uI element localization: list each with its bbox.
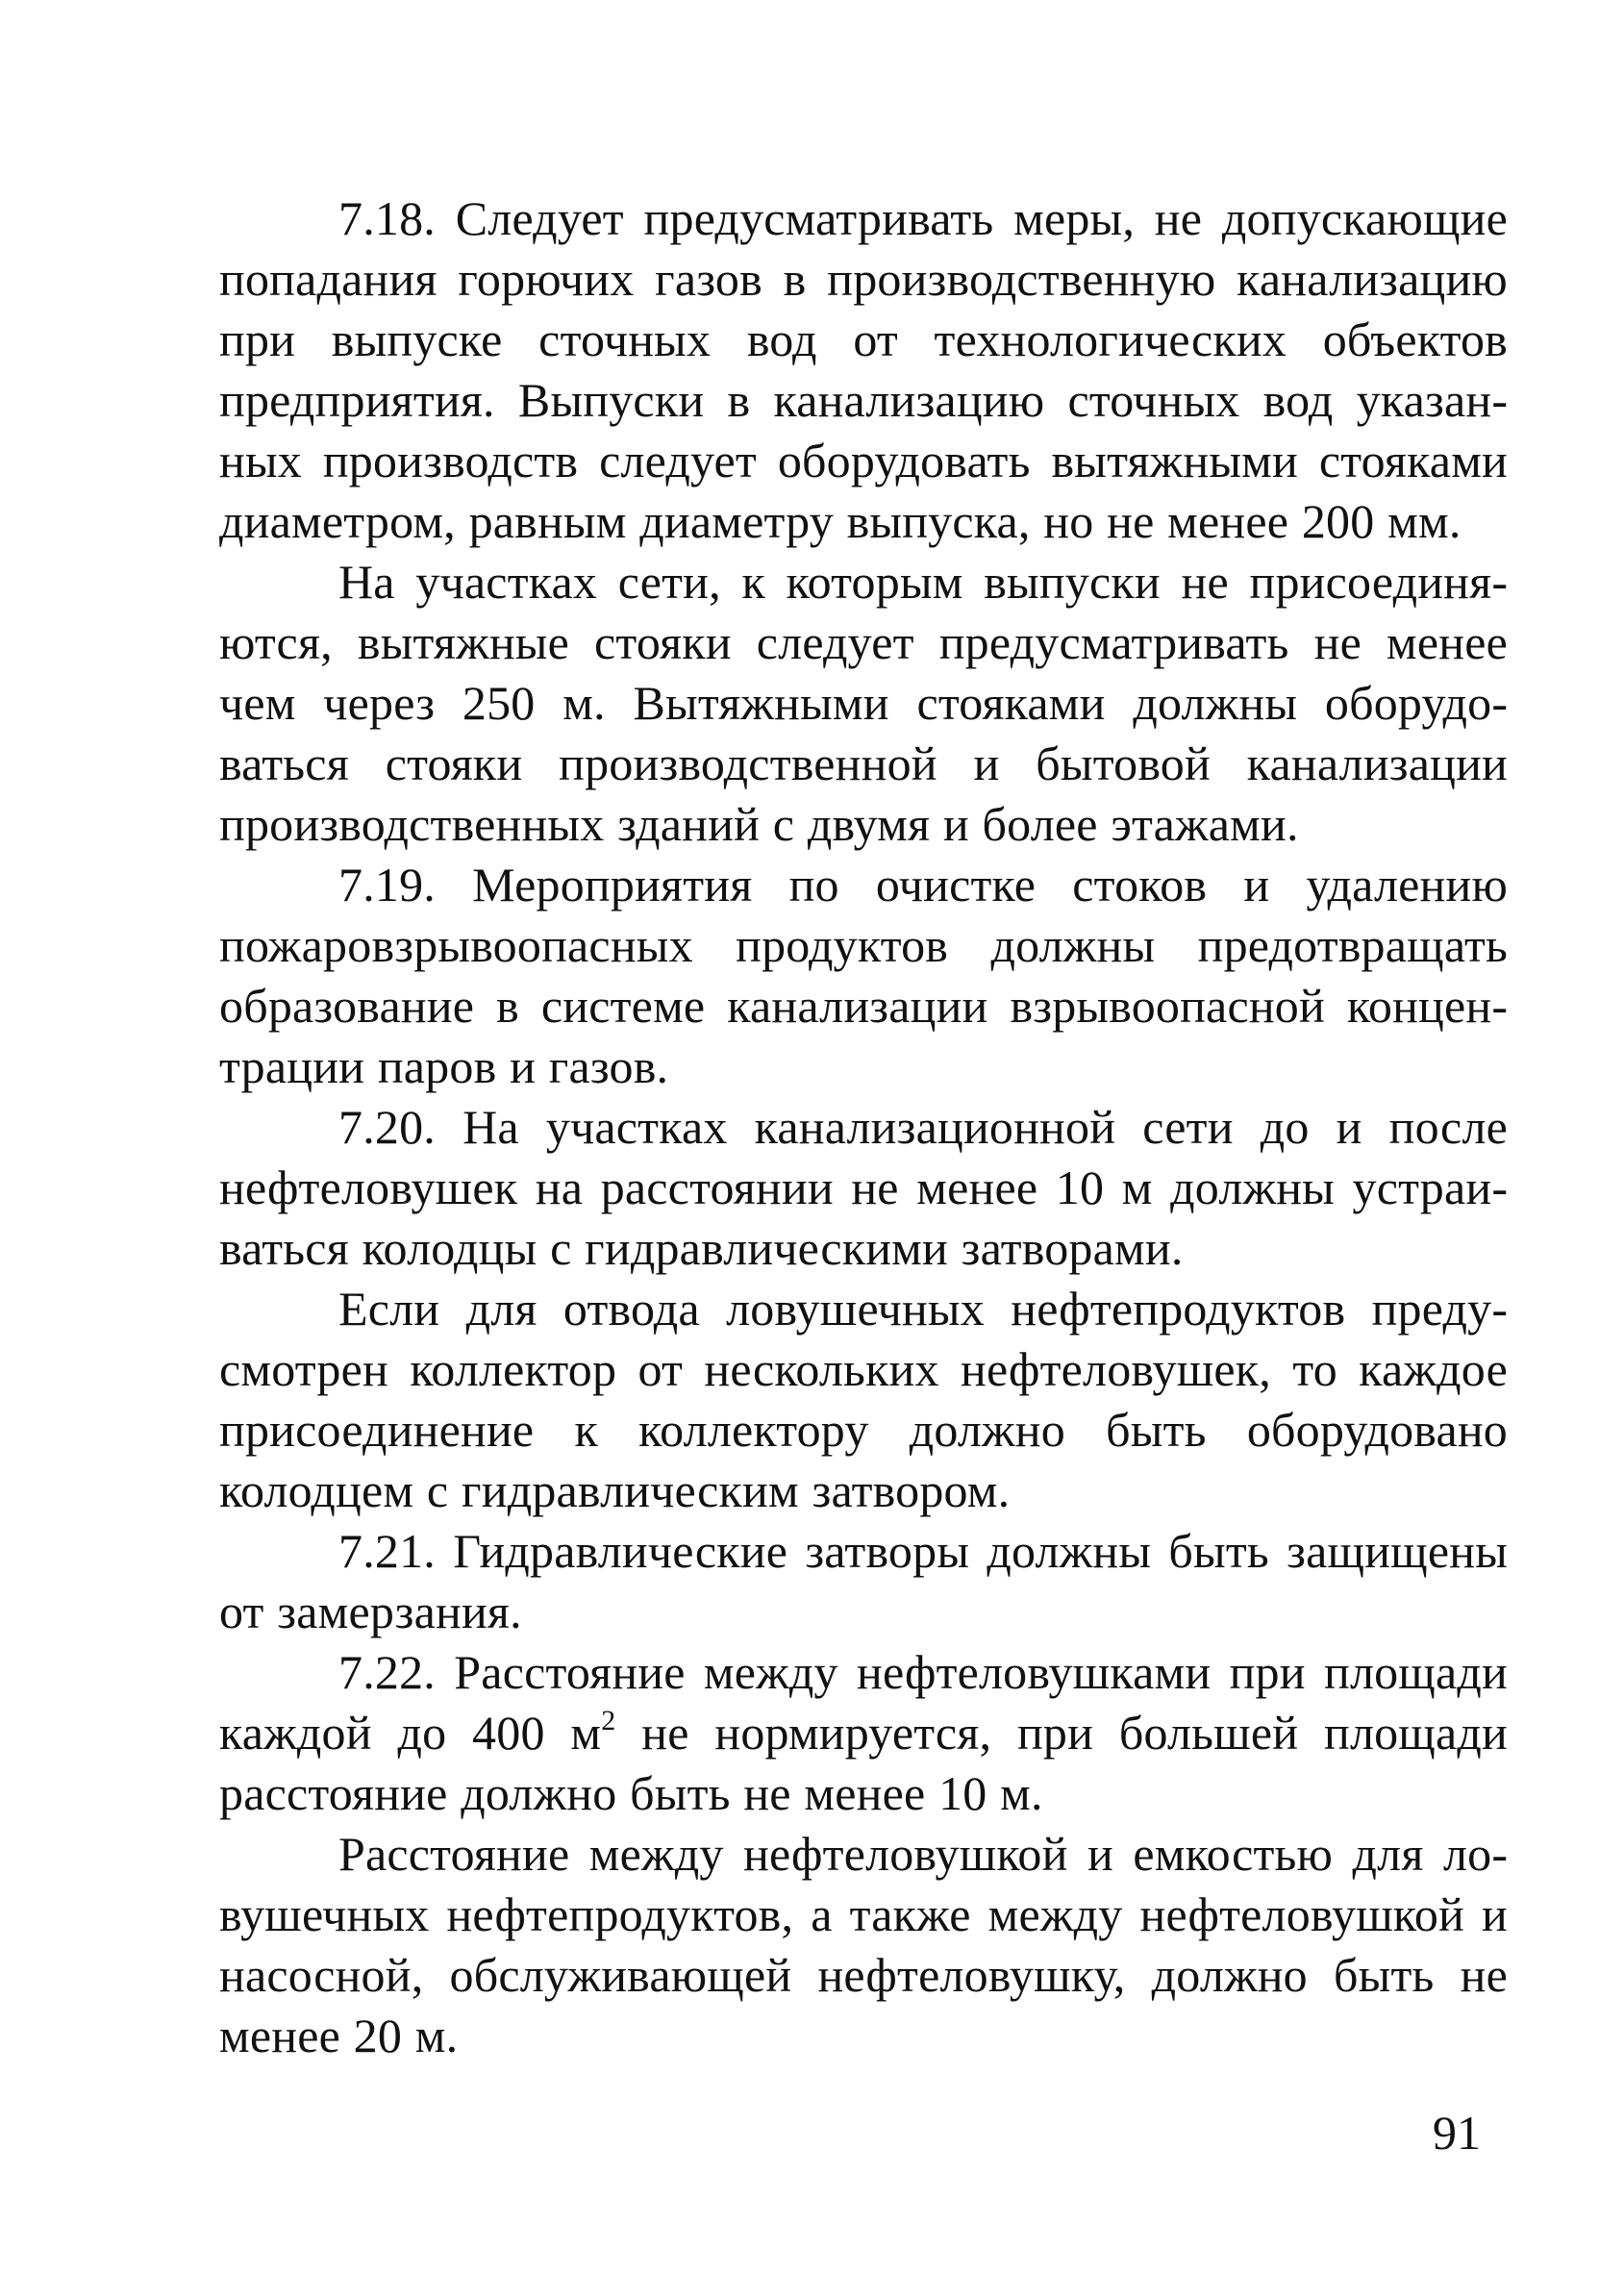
superscript-2: 2 [601,1705,616,1736]
paragraph-7-18-continued: На участках сети, к которым выпуски не присоединяются, вытяжные стояки следует предусматривать не менее чем через 250 м. Вытяжными стояками должны оборудоваться стояки производственной и бытовой канализации производственных зданий с двумя и более этажами. [219,555,1508,851]
paragraph-7-22-continued: Расстояние между нефтеловушкой и емкостью для ловушечных нефтепродуктов, а также между нефтеловушкой и насосной, обслуживающей нефтеловушку, должно быть не менее 20 м. [219,1827,1508,2062]
paragraph-7-20: 7.20. На участках канализационной сети до и после нефтеловушек на расстоянии не менее 10 м должны устраиваться колодцы с гидравлическими затворами. [219,1100,1508,1275]
body-text [219,188,1508,2066]
paragraph-7-22-before: 7.22. Расстояние между нефтеловушками при площади каждой до 400 м [219,1645,1508,1760]
paragraph-7-18: 7.18. Следует предусматривать меры, не допускающие попадания горючих газов в производственную канализацию при выпуске сточных вод от технологических объектов предприятия. Выпуски в канализацию сточных вод указанных производств следует оборудовать вытяжными стояками диаметром, равным диаметру выпуска, но не менее 200 мм. [219,191,1508,548]
page-number: 91 [1433,2106,1481,2160]
paragraph-7-21: 7.21. Гидравлические затворы должны быть защищены от замерзания. [219,1524,1508,1638]
paragraph-7-19: 7.19. Мероприятия по очистке стоков и удалению пожаровзрывоопасных продуктов должны предотвращать образование в системе канализации взрывоопасной концентрации паров и газов. [219,858,1508,1093]
paragraph-7-22-after: не нормируется, при большей площади расстояние должно быть не менее 10 м. [219,1706,1508,1820]
paragraph-7-22 [219,1642,1508,1824]
paragraph-7-20-continued: Если для отвода ловушечных нефтепродуктов предусмотрен коллектор от нескольких нефтеловушек, то каждое присоединение к коллектору должно быть оборудовано колодцем с гидравлическим затвором. [219,1282,1508,1517]
